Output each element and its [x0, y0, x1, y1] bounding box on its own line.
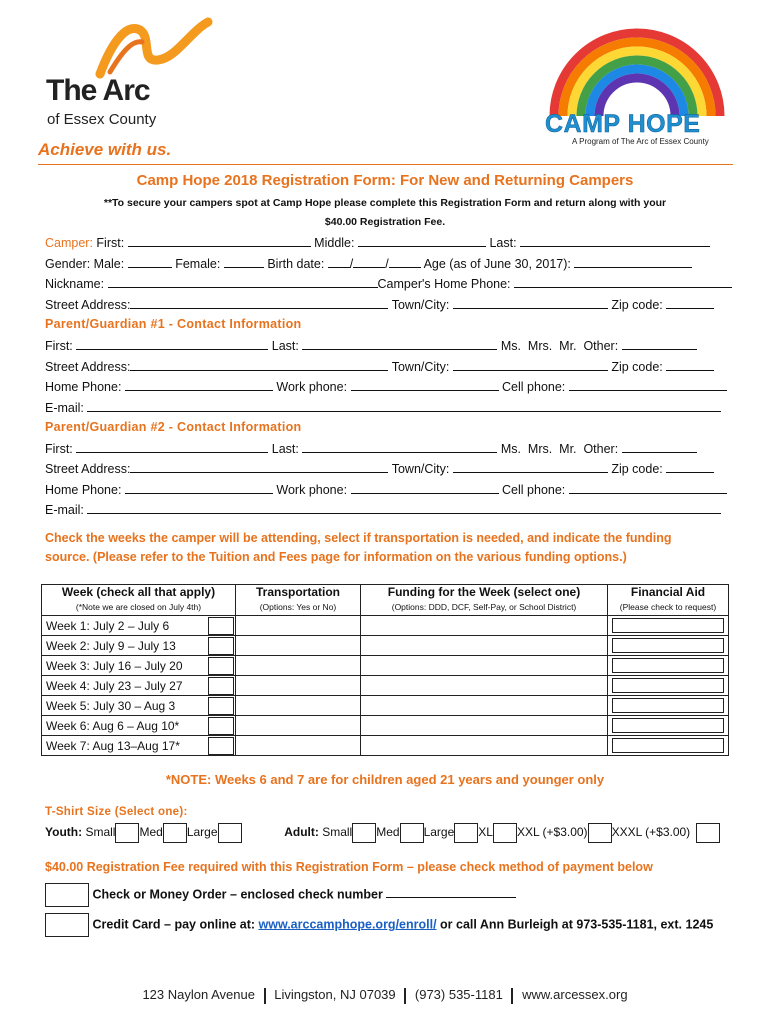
- youth-label: Youth:: [45, 825, 83, 840]
- guardian1-address-row: [45, 359, 714, 374]
- camper-name-row: [45, 235, 710, 250]
- camper-female-label: Female:: [175, 257, 221, 271]
- arc-tagline: Achieve with us.: [38, 140, 172, 159]
- guardian2-first-field[interactable]: [76, 441, 268, 453]
- guardian2-title-options: Ms. Mrs. Mr. Other:: [500, 442, 619, 456]
- camper-birth-month-field[interactable]: [328, 256, 350, 268]
- camper-last-label: Last:: [489, 236, 517, 250]
- guardian1-home-phone-label: Home Phone:: [45, 380, 122, 394]
- funding-cell[interactable]: [361, 656, 608, 676]
- camper-male-field[interactable]: [128, 256, 172, 268]
- transport-cell[interactable]: [236, 736, 361, 756]
- transport-cell[interactable]: [236, 656, 361, 676]
- payment-card-label: Credit Card – pay online at:: [92, 917, 259, 932]
- col-funding-note: (Options: DDD, DCF, Self-Pay, or School District): [391, 602, 577, 612]
- table-row: [42, 736, 729, 756]
- camper-zip-field[interactable]: [666, 297, 714, 309]
- form-title: Camp Hope 2018 Registration Form: For New and Returning Campers: [136, 172, 634, 189]
- adult-large-label: Large: [423, 825, 455, 840]
- fee-heading: $40.00 Registration Fee required with this Registration Form – please check method of payment below: [45, 860, 653, 874]
- adult-small-checkbox[interactable]: [352, 823, 376, 843]
- guardian1-street-field[interactable]: [130, 359, 388, 371]
- youth-med-checkbox[interactable]: [163, 823, 187, 843]
- transport-cell[interactable]: [236, 696, 361, 716]
- funding-cell[interactable]: [361, 696, 608, 716]
- aid-checkbox[interactable]: [612, 718, 724, 733]
- weeks-instruction-line1: Check the weeks the camper will be attending, select if transportation is needed, and indicate the funding: [45, 531, 672, 545]
- guardian2-first-label: First:: [45, 442, 73, 456]
- youth-med-label: Med: [139, 825, 163, 840]
- transport-cell[interactable]: [236, 716, 361, 736]
- guardian2-name-row: [45, 441, 697, 456]
- table-row: [42, 636, 729, 656]
- youth-small-checkbox[interactable]: [115, 823, 139, 843]
- guardian2-email-field[interactable]: [87, 502, 721, 514]
- adult-xxl-checkbox[interactable]: [588, 823, 612, 843]
- aid-checkbox[interactable]: [612, 658, 724, 673]
- week-checkbox[interactable]: [208, 677, 234, 695]
- adult-label: Adult:: [284, 825, 319, 840]
- guardian2-email-row: [45, 502, 721, 517]
- camper-address-row: [45, 297, 714, 312]
- guardian2-work-phone-field[interactable]: [351, 482, 499, 494]
- week-checkbox[interactable]: [208, 737, 234, 755]
- guardian1-email-field[interactable]: [87, 400, 721, 412]
- camper-first-field[interactable]: [128, 235, 311, 247]
- funding-cell[interactable]: [361, 636, 608, 656]
- guardian1-cell-phone-field[interactable]: [569, 379, 727, 391]
- camper-home-phone-field[interactable]: [514, 276, 732, 288]
- guardian2-cell-phone-label: Cell phone:: [502, 483, 566, 497]
- col-transport-note: (Options: Yes or No): [259, 602, 337, 612]
- table-row: [42, 696, 729, 716]
- guardian1-zip-label: Zip code:: [611, 360, 663, 374]
- camper-birth-year-field[interactable]: [389, 256, 421, 268]
- col-week-note: (*Note we are closed on July 4th): [75, 602, 202, 612]
- guardian1-zip-field[interactable]: [666, 359, 714, 371]
- guardian1-first-field[interactable]: [76, 338, 268, 350]
- guardian2-home-phone-label: Home Phone:: [45, 483, 122, 497]
- adult-xl-checkbox[interactable]: [493, 823, 517, 843]
- camper-birthdate-label: Birth date:: [267, 257, 325, 271]
- payment-check-row: [45, 883, 516, 907]
- guardian2-zip-label: Zip code:: [611, 462, 663, 476]
- col-funding-title: Funding for the Week (select one): [387, 585, 581, 599]
- guardian1-title-options: Ms. Mrs. Mr. Other:: [500, 339, 619, 353]
- guardian1-town-label: Town/City:: [391, 360, 450, 374]
- camper-first-label: First:: [96, 236, 125, 250]
- camper-age-label: Age (as of June 30, 2017):: [423, 257, 571, 271]
- youth-small-label: Small: [85, 825, 116, 840]
- weeks-table: [41, 584, 729, 756]
- guardian1-work-phone-label: Work phone:: [276, 380, 348, 394]
- week-label: Week 5: July 30 – Aug 3: [46, 698, 176, 713]
- arc-logo-subtitle: of Essex County: [47, 111, 157, 128]
- guardian1-town-field[interactable]: [453, 359, 608, 371]
- aid-checkbox[interactable]: [612, 698, 724, 713]
- adult-xxxl-checkbox[interactable]: [696, 823, 720, 843]
- camper-male-label: Male:: [93, 257, 125, 271]
- aid-checkbox[interactable]: [612, 678, 724, 693]
- table-row: [42, 676, 729, 696]
- col-week-header: [42, 585, 236, 616]
- camper-street-field[interactable]: [130, 297, 388, 309]
- week-label: Week 4: July 23 – July 27: [46, 678, 183, 693]
- footer-address: 123 Naylon Avenue: [142, 987, 255, 1002]
- tshirt-row: [45, 823, 720, 843]
- footer-divider: [404, 988, 406, 1004]
- weeks-instruction-line2: source. (Please refer to the Tuition and Fees page for information on the various funding options.): [45, 550, 627, 564]
- guardian2-last-label: Last:: [271, 442, 299, 456]
- guardian2-last-field[interactable]: [302, 441, 497, 453]
- arc-logo-swoosh: [80, 12, 215, 82]
- camper-nickname-row: [45, 276, 732, 291]
- camper-town-field[interactable]: [453, 297, 608, 309]
- camper-home-phone-label: Camper's Home Phone:: [377, 277, 511, 291]
- camper-section-label: Camper:: [45, 236, 93, 250]
- aid-checkbox[interactable]: [612, 618, 724, 633]
- week-label: Week 3: July 16 – July 20: [46, 658, 183, 673]
- guardian2-email-label: E-mail:: [45, 503, 84, 517]
- check-number-field[interactable]: [386, 886, 516, 898]
- col-transport-title: Transportation: [255, 585, 340, 599]
- guardian1-phone-row: [45, 379, 727, 394]
- camper-middle-label: Middle:: [314, 236, 355, 250]
- adult-med-label: Med: [376, 825, 400, 840]
- transport-cell[interactable]: [236, 616, 361, 636]
- guardian2-street-field[interactable]: [130, 461, 388, 473]
- week-checkbox[interactable]: [208, 637, 234, 655]
- adult-small-label: Small: [322, 825, 353, 840]
- week-label: Week 7: Aug 13–Aug 17*: [46, 738, 180, 753]
- camper-zip-label: Zip code:: [611, 298, 663, 312]
- week-checkbox[interactable]: [208, 617, 234, 635]
- guardian2-cell-phone-field[interactable]: [569, 482, 727, 494]
- adult-xl-label: XL: [478, 825, 493, 840]
- funding-cell[interactable]: [361, 716, 608, 736]
- arc-logo-title: The Arc: [46, 74, 150, 107]
- camper-birth-day-field[interactable]: [353, 256, 385, 268]
- guardian2-home-phone-field[interactable]: [125, 482, 273, 494]
- adult-xxxl-label: XXXL (+$3.00): [611, 825, 691, 840]
- guardian2-address-row: [45, 461, 714, 476]
- table-row: [42, 656, 729, 676]
- camper-age-field[interactable]: [574, 256, 692, 268]
- aid-checkbox[interactable]: [612, 638, 724, 653]
- enroll-link[interactable]: www.arccamphope.org/enroll/: [258, 917, 437, 932]
- week-checkbox[interactable]: [208, 717, 234, 735]
- adult-xxl-label: XXL (+$3.00): [516, 825, 588, 840]
- camper-nickname-field[interactable]: [108, 276, 378, 288]
- camper-street-label: Street Address:: [45, 298, 131, 312]
- camper-middle-field[interactable]: [358, 235, 486, 247]
- funding-cell[interactable]: [361, 676, 608, 696]
- transport-cell[interactable]: [236, 676, 361, 696]
- adult-large-checkbox[interactable]: [454, 823, 478, 843]
- col-week-title: Week (check all that apply): [61, 585, 216, 599]
- funding-cell[interactable]: [361, 736, 608, 756]
- footer-phone: (973) 535-1181: [414, 987, 503, 1002]
- payment-card-contact: or call Ann Burleigh at 973-535-1181, ext. 1245: [436, 917, 714, 932]
- week-label: Week 6: Aug 6 – Aug 10*: [46, 718, 180, 733]
- guardian1-cell-phone-label: Cell phone:: [502, 380, 566, 394]
- guardian1-last-label: Last:: [271, 339, 299, 353]
- payment-check-checkbox[interactable]: [45, 883, 89, 907]
- camper-town-label: Town/City:: [391, 298, 450, 312]
- form-intro-line1: **To secure your campers spot at Camp Hope please complete this Registration Form and return along with your: [103, 197, 667, 209]
- camper-female-field[interactable]: [224, 256, 264, 268]
- payment-card-row: [45, 913, 713, 937]
- form-intro-line2: $40.00 Registration Fee.: [324, 216, 446, 228]
- camp-hope-logo-title: CAMP HOPE: [545, 110, 701, 138]
- tshirt-section-title: T-Shirt Size (Select one):: [45, 806, 188, 818]
- footer: [0, 987, 770, 1004]
- camper-gender-label: Gender:: [45, 257, 91, 271]
- guardian1-street-label: Street Address:: [45, 360, 131, 374]
- guardian1-section-title: Parent/Guardian #1 - Contact Information: [45, 317, 302, 331]
- transport-cell[interactable]: [236, 636, 361, 656]
- footer-city: Livingston, NJ 07039: [274, 987, 396, 1002]
- guardian1-first-label: First:: [45, 339, 73, 353]
- week-label: Week 2: July 9 – July 13: [46, 638, 176, 653]
- col-aid-header: [608, 585, 729, 616]
- guardian2-work-phone-label: Work phone:: [276, 483, 348, 497]
- table-row: [42, 716, 729, 736]
- guardian2-town-label: Town/City:: [391, 462, 450, 476]
- aid-checkbox[interactable]: [612, 738, 724, 753]
- col-aid-note: (Please check to request): [619, 602, 717, 612]
- guardian1-home-phone-field[interactable]: [125, 379, 273, 391]
- youth-large-checkbox[interactable]: [218, 823, 242, 843]
- camper-gender-row: Gender: Male: Female: Birth date: / / Age (as of June 30, 2017):: [45, 256, 692, 271]
- adult-med-checkbox[interactable]: [400, 823, 424, 843]
- rainbow-icon: [548, 28, 726, 120]
- camp-hope-logo-subtitle: A Program of The Arc of Essex County: [572, 137, 709, 146]
- table-row: [42, 616, 729, 636]
- week-checkbox[interactable]: [208, 657, 234, 675]
- footer-website[interactable]: www.arcessex.org: [522, 987, 628, 1002]
- col-transport-header: [236, 585, 361, 616]
- guardian2-zip-field[interactable]: [666, 461, 714, 473]
- guardian1-last-field[interactable]: [302, 338, 497, 350]
- guardian1-email-row: [45, 400, 721, 415]
- youth-large-label: Large: [186, 825, 218, 840]
- age-note: *NOTE: Weeks 6 and 7 are for children aged 21 years and younger only: [165, 772, 605, 787]
- footer-divider: [264, 988, 266, 1004]
- payment-card-checkbox[interactable]: [45, 913, 89, 937]
- guardian1-email-label: E-mail:: [45, 401, 84, 415]
- guardian1-work-phone-field[interactable]: [351, 379, 499, 391]
- payment-check-label: Check or Money Order – enclosed check number: [92, 887, 383, 902]
- col-aid-title: Financial Aid: [630, 585, 706, 599]
- guardian2-other-field[interactable]: [622, 441, 697, 453]
- camper-last-field[interactable]: [520, 235, 710, 247]
- guardian2-street-label: Street Address:: [45, 462, 131, 476]
- guardian1-name-row: [45, 338, 697, 353]
- col-funding-header: [361, 585, 608, 616]
- funding-cell[interactable]: [361, 616, 608, 636]
- guardian2-phone-row: [45, 482, 727, 497]
- guardian1-other-field[interactable]: [622, 338, 697, 350]
- week-label: Week 1: July 2 – July 6: [46, 618, 170, 633]
- header-rule: [38, 164, 733, 165]
- guardian2-section-title: Parent/Guardian #2 - Contact Information: [45, 420, 302, 434]
- week-checkbox[interactable]: [208, 697, 234, 715]
- guardian2-town-field[interactable]: [453, 461, 608, 473]
- footer-divider: [511, 988, 513, 1004]
- camper-nickname-label: Nickname:: [45, 277, 105, 291]
